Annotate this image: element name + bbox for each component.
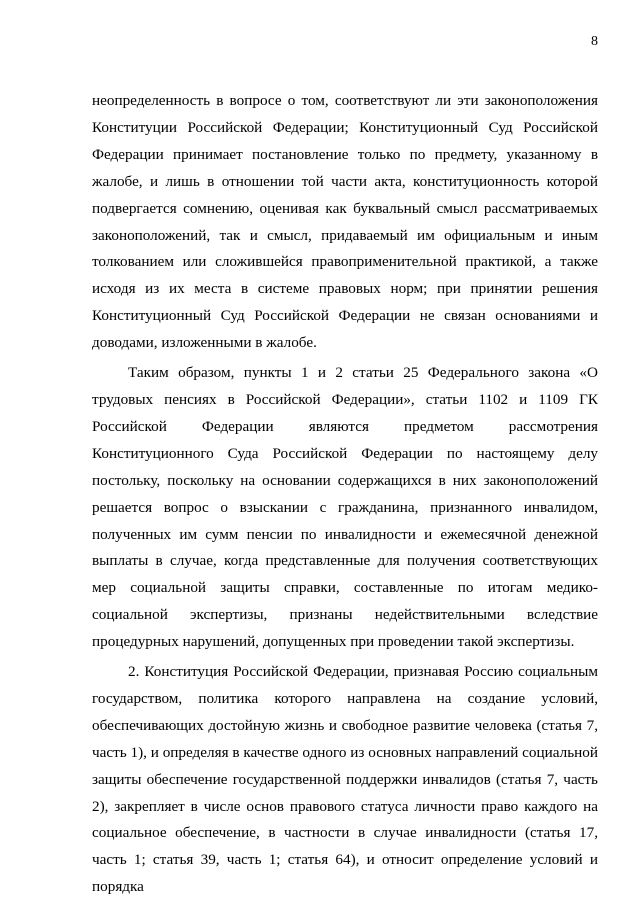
page-number: 8 — [591, 34, 598, 49]
paragraph-3: 2. Конституция Российской Федерации, признавая Россию социальным государством, политика которого направлена на создание условий, обеспечивающих достойную жизнь и свободное развитие человека (статья 7, часть 1), и определяя в качестве одного из основных направлений социальной защиты обеспечение государственной поддержки инвалидов (статья 7, часть 2), закрепляет в числе основ правового статуса личности право каждого на социальное обеспечение, в частности в случае инвалидности (статья 17, часть 1; статья 39, часть 1; статья 64), и относит определение условий и порядка — [92, 663, 598, 896]
document-body — [92, 88, 598, 901]
paragraph-1: неопределенность в вопросе о том, соответствуют ли эти законоположения Конституции Российской Федерации; Конституционный Суд Российской Федерации принимает постановление только по предмету, указанному в жалобе, и лишь в отношении той части акта, конституционность которой подвергается сомнению, оценивая как буквальный смысл рассматриваемых законоположений, так и смысл, придаваемый им официальным и иным толкованием или сложившейся правоприменительной практикой, а также исходя из их места в системе правовых норм; при принятии решения Конституционный Суд Российской Федерации не связан основаниями и доводами, изложенными в жалобе. — [92, 92, 598, 352]
paragraph-2: Таким образом, пункты 1 и 2 статьи 25 Федерального закона «О трудовых пенсиях в Российской Федерации», статьи 1102 и 1109 ГК Российской Федерации являются предметом рассмотрения Конституционного Суда Российской Федерации по настоящему делу постольку, поскольку на основании содержащихся в них законоположений решается вопрос о взыскании с гражданина, признанного инвалидом, полученных им сумм пенсии по инвалидности и ежемесячной денежной выплаты в случае, когда представленные для получения соответствующих мер социальной защиты справки, составленные по итогам медико-социальной экспертизы, признаны недействительными вследствие процедурных нарушений, допущенных при проведении такой экспертизы. — [92, 364, 598, 651]
